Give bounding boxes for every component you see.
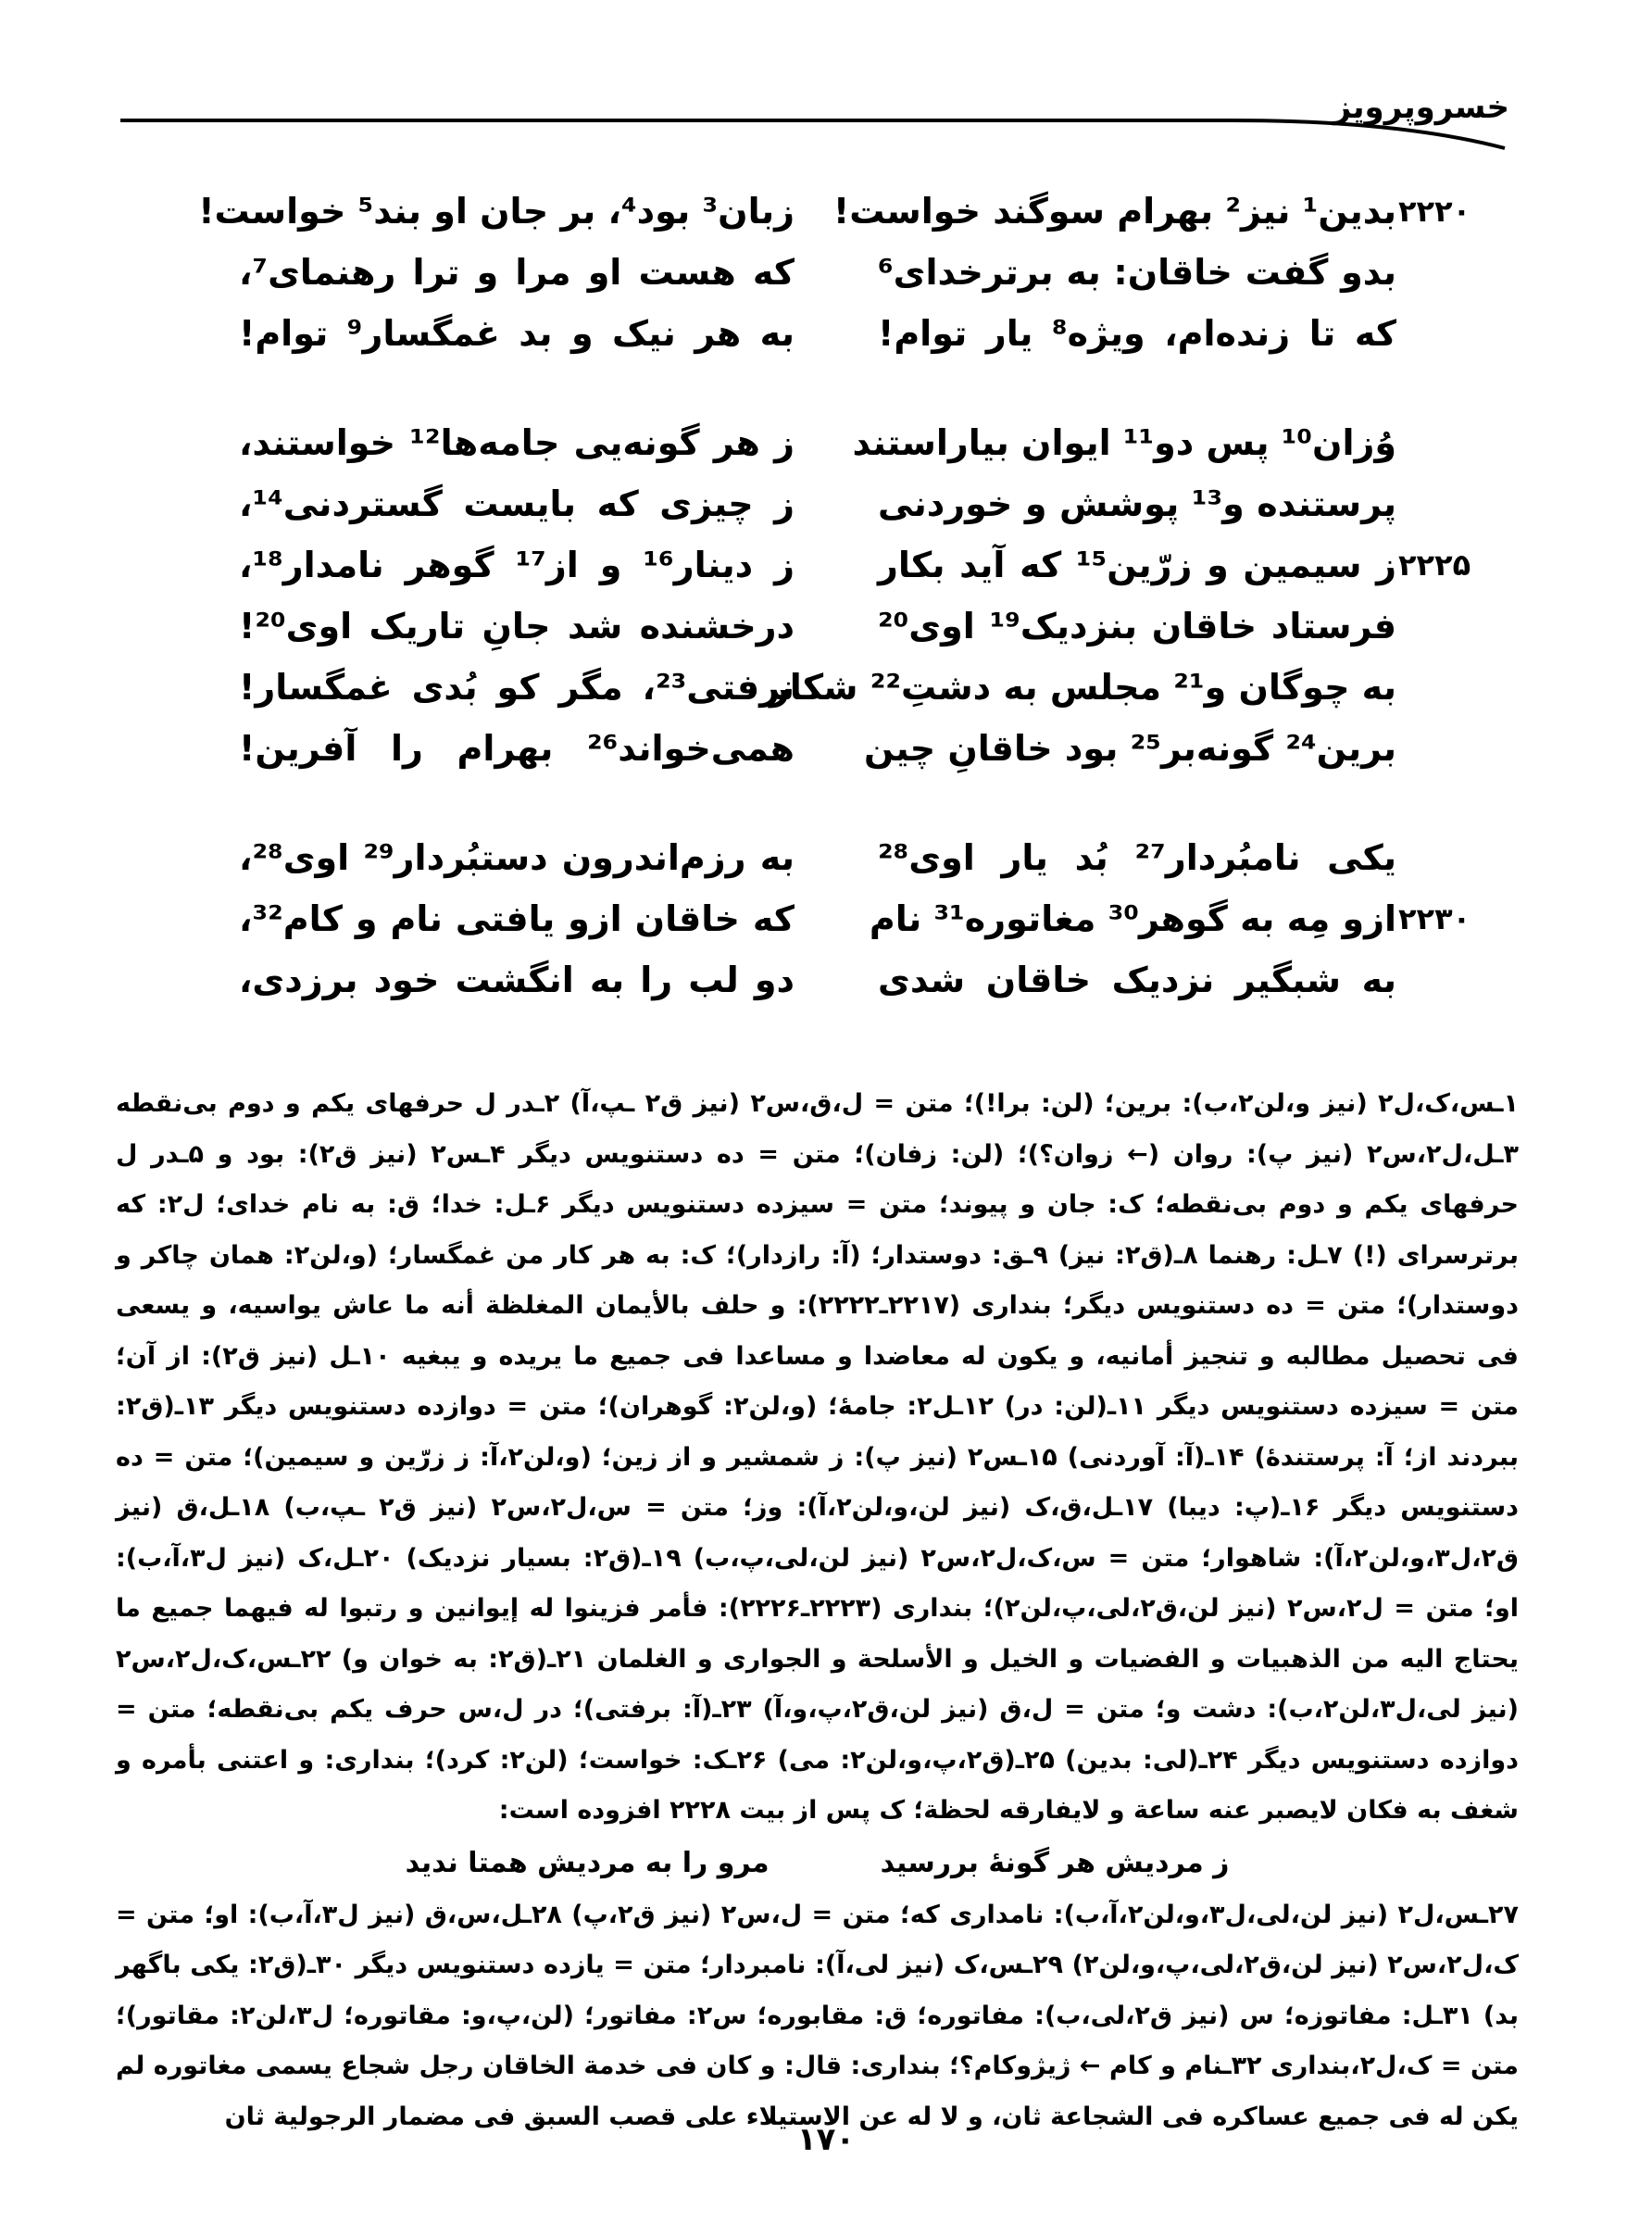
header-rule	[120, 117, 1509, 154]
hemistich-right: یکی نامبُردار²⁷ بُد یار اوی²⁸	[878, 837, 1396, 878]
footnote-couplet-right: ز مردیش هر گونهٔ بررسید	[880, 1846, 1230, 1879]
verse-number: ۲۲۲۰	[1398, 194, 1471, 229]
hemistich-right: به شبگیر نزدیک خاقان شدی	[878, 960, 1396, 1000]
hemistich-right: وُزان¹⁰ پس دو¹¹ ایوان بیاراستند	[852, 422, 1396, 463]
footnote-paragraph: ۱ـس،ک،ل۲ (نیز و،لن۲،ب): برین؛ (لن: برا!)؛ متن = ل،ق،س۲ (نیز ق۲ ـپ،آ) ۲ـدر ل حرفهای یکم و دوم بی‌نقطه ۳ـل،ل۲،س۲ (نیز پ): روان (← زوان؟)؛ (لن: زفان)؛ متن = ده دستنویس دیگر ۴ـس۲ (نیز ق۲): بود و ۵ـدر ل حرفهای یکم و دوم بی‌نقطه؛ ک: جان و پیوند؛ متن = سیزده دستنویس دیگر ۶ـل: خدا؛ ق: به نام خدای؛ ل۲: که برترسرای (!) ۷ـل: رهنما ۸ـ(ق۲: نیز) ۹ـق: دوستدار؛ (آ: رازدار)؛ ک: به هر کار من غمگسار؛ (و،لن۲: همان چاکر و دوستدار)؛ متن = ده دستنویس دیگر؛ بنداری (۲۲۱۷ـ۲۲۲۲): و حلف بالأیمان المغلظة أنه ما عاش یواسیه، و یسعی فی تحصیل مطالبه و تنجیز أمانیه، و یکون له معاضدا و مساعدا فی جمیع ما یریده و یبغیه ۱۰ـل (نیز ق۲): از آن؛ متن = سیزده دستنویس دیگر ۱۱ـ(لن: در) ۱۲ـل۲: جامهٔ؛ (و،لن۲: گوهران)؛ متن = دوازده دستنویس دیگر ۱۳ـ(ق۲: ببردند از؛ آ: پرستندهٔ) ۱۴ـ(آ: آوردنی) ۱۵ـس۲ (نیز پ): ز شمشیر و از زین؛ (و،لن۲،آ: ز زرّین و سیمین)؛ متن = ده دستنویس دیگر ۱۶ـ(پ: دیبا) ۱۷ـل،ق،ک (نیز لن،و،لن۲،آ): وز؛ متن = س،ل۲،س۲ (نیز ق۲ ـپ،ب) ۱۸ـل،ق (نیز ق۲،ل۳،و،لن۲،آ): شاهوار؛ متن = س،ک،ل۲،س۲ (نیز لن،لی،پ،ب) ۱۹ـ(ق۲: بسیار نزدیک) ۲۰ـل،ک (نیز ل۳،آ،ب): او؛ متن = ل۲،س۲ (نیز لن،ق۲،لی،پ،لن۲)؛ بنداری (۲۲۲۳ـ۲۲۲۶): فأمر فزینوا له إیوانین و رتبوا له فیهما جمیع ما یحتاج الیه من الذهبیات و الفضیات و الخیل و الأسلحة و الجواری و الغلمان ۲۱ـ(ق۲: به خوان و) ۲۲ـس،ک،ل۲،س۲ (نیز لی،ل۳،لن۲،ب): دشت و؛ متن = ل،ق (نیز لن،ق۲،پ،و،آ) ۲۳ـ(آ: برفتی)؛ در ل،س حرف یکم بی‌نقطه؛ متن = دوازده دستنویس دیگر ۲۴ـ(لی: بدین) ۲۵ـ(ق۲،پ،و،لن۲: می) ۲۶ـک: خواست؛ (لن۲: کرد)؛ بنداری: و اعتنی بأمره و شغف به فکان لایصبر عنه ساعة و لایفارقه لحظة؛ ک پس از بیت ۲۲۲۸ افزوده است:	[116, 1089, 1520, 1825]
verse-number: ۲۲۲۵	[1398, 547, 1471, 583]
hemistich-right: به چوگان و²¹ مجلس به دشتِ²² شکار	[769, 667, 1396, 708]
hemistich-right: ز سیمین و زرّین¹⁵ که آید بکار	[878, 545, 1397, 585]
couplet	[222, 657, 1482, 718]
footnote-paragraph: ۲۷ـس،ل۲ (نیز لن،لی،ل۳،و،لن۲،آ،ب): نامداری که؛ متن = ل،س۲ (نیز ق۲،پ) ۲۸ـل،س،ق (نیز ل۳،آ،ب): او؛ متن = ک،ل۲،س۲ (نیز لن،ق۲،لی،پ،و،لن۲) ۲۹ـس،ک (نیز لی،آ): نامبردار؛ متن = یازده دستنویس دیگر ۳۰ـ(ق۲: یکی باگهر بد) ۳۱ـل: مفاتوزه؛ س (نیز ق۲،لی،ب): مفاتوره؛ ق: مقابوره؛ س۲: مفاتور؛ (لن،پ،و: مقاتوره؛ ل۳،لن۲: مقاتور)؛ متن = ک،ل۲،بنداری ۳۲ـنام و کام ← ژیژوکام؟؛ بنداری: قال: و کان فی خدمة الخاقان رجل شجاع یسمی مغاتوره لم یکن له فی جمیع عساکره فی الشجاعة ثان، و لا له عن الاستیلاء علی قصب السبق فی مضمار الرجولیة ثان	[116, 1900, 1519, 2131]
poem-verses	[198, 181, 1482, 1059]
hemistich-left: که خاقان ازو یافتی نام و کام³²،	[239, 898, 795, 939]
hemistich-right: پرستنده و¹³ پوشش و خوردنی	[878, 483, 1396, 524]
hemistich-left: ز هر گونه‌یی جامه‌ها¹² خواستند،	[239, 422, 795, 463]
couplet	[222, 242, 1482, 303]
couplet	[222, 534, 1482, 596]
hemistich-right: که تا زنده‌ام، ویژه⁸ یار توام!	[878, 313, 1397, 354]
header-title: خسروپرویز	[1333, 89, 1509, 126]
couplet	[222, 412, 1482, 473]
hemistich-left: ز دینار¹⁶ و از¹⁷ گوهر نامدار¹⁸،	[239, 545, 795, 585]
footnotes	[116, 1079, 1519, 2142]
hemistich-left: درخشنده شد جانِ تاریک اوی²⁰!	[239, 606, 795, 646]
verse-number: ۲۲۳۰	[1398, 901, 1471, 936]
running-header	[120, 89, 1509, 144]
hemistich-right: برین²⁴ گونه‌بر²⁵ بود خاقانِ چین	[864, 728, 1396, 769]
couplet	[222, 473, 1482, 534]
hemistich-right: بدو گفت خاقان: به برترخدای⁶	[878, 252, 1396, 293]
page-number: ۱۷۰	[796, 2121, 856, 2158]
hemistich-right: فرستاد خاقان بنزدیک¹⁹ اوی²⁰	[878, 606, 1396, 646]
couplet	[222, 827, 1482, 888]
couplet	[222, 596, 1482, 657]
couplet	[198, 181, 1482, 242]
hemistich-right: ازو مِه به گوهر³⁰ مغاتوره³¹ نام	[869, 898, 1396, 939]
footnote-couplet-left: مرو را به مردیش همتا ندید	[405, 1846, 770, 1879]
footnote-couplet	[116, 1837, 1519, 1890]
hemistich-left: همی‌خواند²⁶ بهرام را آفرین!	[239, 728, 795, 769]
couplet	[222, 949, 1482, 1010]
hemistich-left: به رزم‌اندرون دستبُردار²⁹ اوی²⁸،	[239, 837, 795, 878]
couplet	[222, 888, 1482, 949]
stanza	[198, 181, 1482, 364]
hemistich-left: دو لب را به انگشت خود برزدی،	[239, 960, 795, 1000]
stanza	[222, 827, 1482, 1010]
hemistich-left: زبان³ بود⁴، بر جان او بند⁵ خواست!	[198, 191, 795, 232]
hemistich-left: نرفتی²³، مگر کو بُدی غمگسار!	[239, 667, 795, 708]
hemistich-left: ز چیزی که بایست گستردنی¹⁴،	[239, 483, 795, 524]
couplet	[222, 718, 1482, 779]
hemistich-left: به هر نیک و بد غمگسار⁹ توام!	[239, 313, 795, 354]
couplet	[222, 303, 1482, 364]
hemistich-left: که هست او مرا و ترا رهنمای⁷،	[239, 252, 795, 293]
stanza	[222, 412, 1482, 779]
hemistich-right: بدین¹ نیز² بهرام سوگند خواست!	[832, 191, 1396, 232]
